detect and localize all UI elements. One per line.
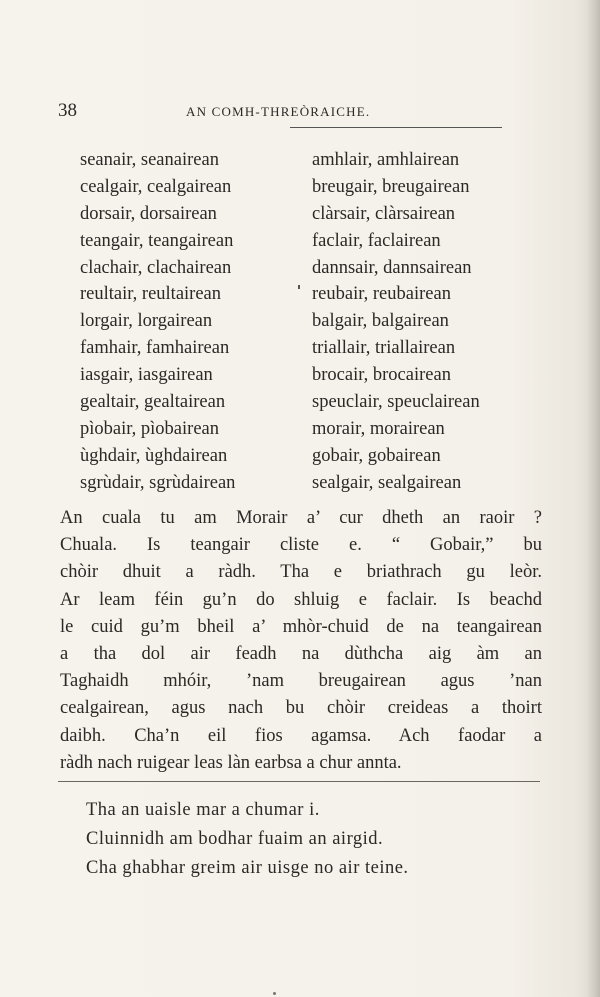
proverb-line: Cluinnidh am bodhar fuaim an airgid. <box>86 829 384 849</box>
word-pair-right: breugair, breugairean <box>312 176 470 197</box>
paragraph-line: le cuid gu’m bheil a’ mhòr-chuid de na teangairean <box>60 616 542 637</box>
proverb-list <box>86 800 536 887</box>
paragraph-line: chòir dhuit a ràdh. Tha e briathrach gu leòr. <box>60 562 542 583</box>
word-list-row <box>80 446 550 473</box>
print-mark <box>298 285 300 289</box>
word-pair-right: speuclair, speuclairean <box>312 392 480 413</box>
word-pair-left: ùghdair, ùghdairean <box>80 445 228 466</box>
proverb-line: Tha an uaisle mar a chumar i. <box>86 800 320 820</box>
paragraph-line: Chuala. Is teangair cliste e. “ Gobair,” bu <box>60 535 542 556</box>
running-title: AN COMH-THREÒRAICHE. <box>186 104 371 119</box>
word-list-row <box>80 365 550 392</box>
word-list-row <box>80 473 550 500</box>
word-pair-right: faclair, faclairean <box>312 230 441 251</box>
dialogue-paragraph <box>60 508 542 780</box>
word-list-row <box>80 231 550 258</box>
word-pair-left: lorgair, lorgairean <box>80 311 213 332</box>
word-pair-right: balgair, balgairean <box>312 311 449 332</box>
word-pair-right: brocair, brocairean <box>312 365 451 386</box>
word-pair-left: seanair, seanairean <box>80 150 219 170</box>
word-pair-right: triallair, triallairean <box>312 338 456 359</box>
word-pair-right: sealgair, sealgairean <box>312 472 462 493</box>
word-list-row <box>80 150 550 177</box>
word-pair-left: iasgair, iasgairean <box>80 365 213 386</box>
word-pair-right: morair, morairean <box>312 418 445 439</box>
word-pair-left: gealtair, gealtairean <box>80 392 226 413</box>
word-pair-left: reultair, reultairean <box>80 284 222 305</box>
word-list-row <box>80 338 550 365</box>
header-rule <box>290 127 502 128</box>
word-pair-right: clàrsair, clàrsairean <box>312 203 456 224</box>
paragraph-line: cealgairean, agus nach bu chòir creideas a thoirt <box>60 698 542 719</box>
word-list-row <box>80 177 550 204</box>
word-list-row <box>80 204 550 231</box>
page-number: 38 <box>58 100 77 121</box>
word-pair-right: amhlair, amhlairean <box>312 150 460 170</box>
paragraph-line: daibh. Cha’n eil fios agamsa. Ach faodar a <box>60 725 542 746</box>
word-pair-left: sgrùdair, sgrùdairean <box>80 472 236 493</box>
word-list-row <box>80 419 550 446</box>
word-pair-left: cealgair, cealgairean <box>80 176 232 197</box>
paragraph-line: Ar leam féin gu’n do shluig e faclair. Is beachd <box>60 589 542 610</box>
word-pair-right: dannsair, dannsairean <box>312 257 472 278</box>
word-pair-left: clachair, clachairean <box>80 257 232 278</box>
word-list <box>80 150 550 500</box>
word-pair-left: dorsair, dorsairean <box>80 203 217 224</box>
word-pair-left: famhair, famhairean <box>80 338 230 359</box>
paragraph-line: ràdh nach ruigear leas làn earbsa a chur annta. <box>60 752 402 773</box>
word-pair-left: pìobair, pìobairean <box>80 418 219 439</box>
paragraph-line: Taghaidh mhóir, ’nam breugairean agus ’nan <box>60 671 542 692</box>
word-list-row <box>80 311 550 338</box>
word-list-row <box>80 392 550 419</box>
proverb-line: Cha ghabhar greim air uisge no air teine. <box>86 858 409 878</box>
paragraph-line: An cuala tu am Morair a’ cur dheth an raoir ? <box>60 508 542 528</box>
word-pair-right: reubair, reubairean <box>312 284 451 305</box>
word-pair-right: gobair, gobairean <box>312 445 441 466</box>
word-list-row <box>80 258 550 285</box>
word-list-row <box>80 284 550 311</box>
word-pair-left: teangair, teangairean <box>80 230 234 251</box>
paragraph-line: a tha dol air feadh na dùthcha aig àm an <box>60 643 542 664</box>
page-header <box>58 100 528 124</box>
section-divider <box>58 781 540 782</box>
paper-speck <box>273 992 276 995</box>
page-edge-shadow <box>586 0 600 997</box>
